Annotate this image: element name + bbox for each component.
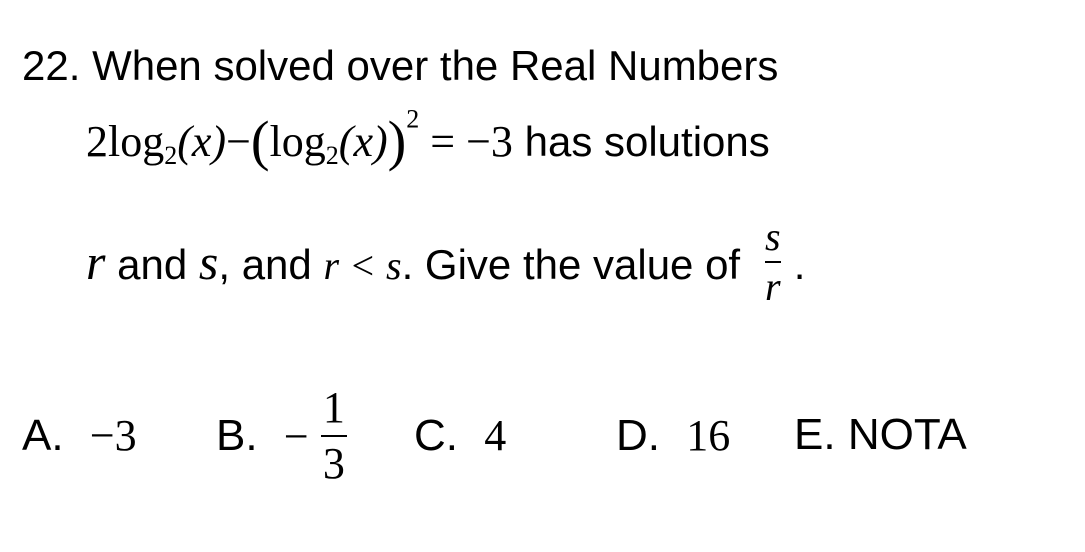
- and-text-2: , and: [218, 241, 312, 289]
- condition-line: [86, 214, 806, 314]
- choice-c[interactable]: [414, 410, 506, 461]
- eq-power: 2: [406, 104, 420, 134]
- choice-c-value: 4: [484, 411, 507, 460]
- fraction-bar: [765, 261, 781, 263]
- choice-e-label: E.: [794, 410, 836, 459]
- eq-minus: −: [226, 117, 251, 166]
- choice-b-numerator: 1: [322, 383, 345, 432]
- eq-log-2: log: [269, 117, 326, 166]
- choice-a-label: A.: [22, 411, 64, 460]
- give-value-text: . Give the value of: [401, 241, 741, 289]
- eq-base: 2: [164, 140, 178, 170]
- choice-d[interactable]: [616, 410, 730, 461]
- fraction-numerator: s: [764, 214, 781, 259]
- choice-b[interactable]: [216, 385, 353, 487]
- eq-close-paren: ): [387, 110, 407, 173]
- choice-b-fraction-bar: [321, 435, 347, 437]
- question-heading: [22, 42, 778, 90]
- has-solutions-text: has solutions: [524, 118, 770, 165]
- choice-d-value: 16: [686, 411, 731, 460]
- choice-b-denominator: 3: [322, 439, 345, 489]
- eq-base-2: 2: [325, 140, 339, 170]
- end-period: .: [793, 241, 806, 289]
- choice-b-sign: −: [283, 411, 309, 461]
- question-number: 22.: [22, 42, 81, 89]
- eq-coef: 2: [86, 117, 108, 166]
- equation: [86, 104, 513, 173]
- choice-e[interactable]: [794, 410, 967, 460]
- equation-line: [86, 104, 770, 173]
- fraction-denominator: r: [764, 264, 781, 309]
- choice-b-fraction: [321, 385, 347, 487]
- eq-rhs: = −3: [430, 117, 513, 166]
- choice-a-value: −3: [89, 411, 137, 460]
- choice-b-label: B.: [216, 411, 258, 461]
- eq-arg: (x): [177, 117, 227, 166]
- eq-log: log: [108, 117, 165, 166]
- fraction-s-over-r: [758, 216, 788, 308]
- eq-open-paren: (: [250, 110, 270, 173]
- and-text: and: [117, 241, 188, 289]
- choice-a[interactable]: [22, 410, 137, 461]
- choice-c-label: C.: [414, 411, 458, 460]
- inequality: r < s: [323, 243, 402, 289]
- choice-d-label: D.: [616, 411, 660, 460]
- var-r: r: [86, 234, 106, 291]
- question-stem: When solved over the Real Numbers: [92, 42, 779, 89]
- choice-e-value: NOTA: [847, 410, 967, 459]
- eq-arg-2: (x): [338, 117, 388, 166]
- var-s: s: [198, 234, 219, 291]
